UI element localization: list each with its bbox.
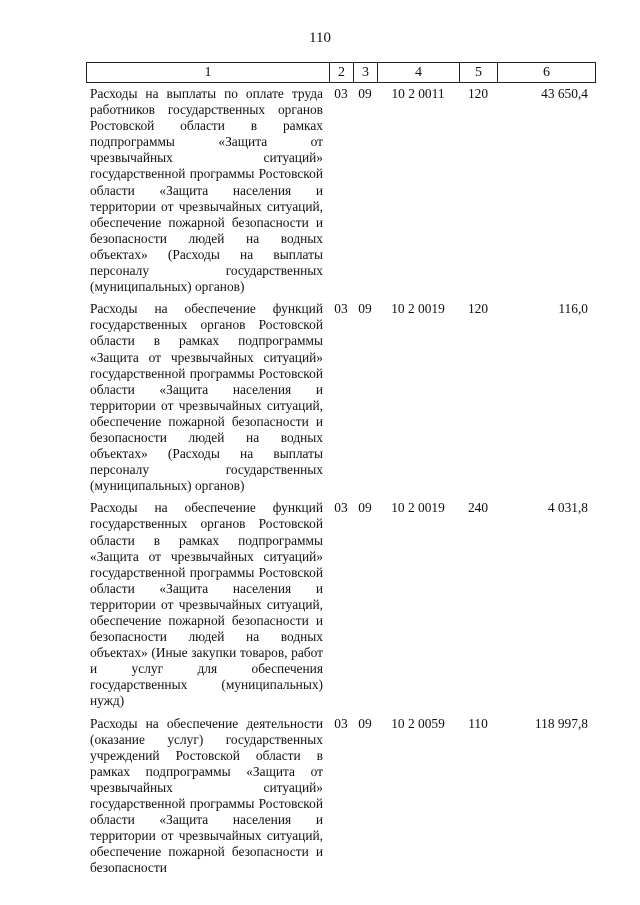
row-description: Расходы на обеспечение функций государственных органов Ростовской области в рамках подпрограммы «Защита от чрезвычайных ситуаций» государственной программы Ростовской области «Защита населения и территории от чрезвычайных ситуаций, обеспечение пожарной безопасности и безопасности людей на водных объектах» (Расходы на выплаты персоналу государственных (муниципальных) органов): [90, 301, 323, 494]
table-row: [86, 86, 596, 295]
row-amount: 118 997,8: [534, 715, 588, 731]
row-target-article: 10 2 0019: [391, 500, 445, 516]
header-col-6: 6: [543, 65, 550, 80]
row-section-code: 03: [334, 500, 348, 516]
row-target-article: 10 2 0011: [391, 86, 445, 101]
table-header: [86, 62, 596, 83]
table-body: [86, 86, 596, 883]
row-amount: 43 650,4: [541, 86, 588, 101]
row-expense-type: 120: [467, 301, 489, 317]
table-row: [86, 301, 596, 494]
header-col-2: 2: [330, 63, 354, 82]
table-row: [86, 500, 596, 709]
row-target-article: 10 2 0059: [391, 715, 445, 731]
row-subsection-code: 09: [358, 715, 372, 731]
row-section-code: 03: [334, 86, 348, 101]
row-section-code: 03: [334, 301, 348, 317]
header-col-3: 3: [354, 63, 378, 82]
page-number: 110: [309, 30, 331, 46]
header-col-4: 4: [378, 63, 460, 82]
row-description: Расходы на обеспечение функций государственных органов Ростовской области в рамках подпрограммы «Защита от чрезвычайных ситуаций» государственной программы Ростовской области «Защита населения и территории от чрезвычайных ситуаций, обеспечение пожарной безопасности и безопасности людей на водных объектах» (Иные закупки товаров, работ и услуг для обеспечения государственных (муниципальных) нужд): [90, 500, 323, 709]
row-expense-type: 110: [468, 715, 488, 731]
row-amount: 4 031,8: [547, 500, 588, 516]
row-subsection-code: 09: [358, 301, 372, 317]
row-description: Расходы на выплаты по оплате труда работников государственных органов Ростовской области в рамках подпрограммы «Защита от чрезвычайных ситуаций» государственной программы Ростовской области «Защита населения и территории от чрезвычайных ситуаций, обеспечение пожарной безопасности и безопасности людей на водных объектах» (Расходы на выплаты персоналу государственных (муниципальных) органов): [90, 86, 323, 295]
row-expense-type: 240: [467, 500, 489, 516]
row-target-article: 10 2 0019: [391, 301, 445, 317]
row-expense-type: 120: [467, 86, 489, 101]
header-col-5: 5: [460, 63, 498, 82]
header-col-1: 1: [87, 63, 330, 82]
row-subsection-code: 09: [358, 86, 372, 101]
row-subsection-code: 09: [358, 500, 372, 516]
row-amount: 116,0: [558, 301, 588, 317]
row-section-code: 03: [334, 715, 348, 731]
table-row: [86, 716, 596, 877]
row-description: Расходы на обеспечение деятельности (оказание услуг) государственных учреждений Ростовской области в рамках подпрограммы «Защита от чрезвычайных ситуаций» государственной программы Ростовской области «Защита населения и территории от чрезвычайных ситуаций, обеспечение пожарной безопасности и безопасности: [90, 715, 323, 876]
